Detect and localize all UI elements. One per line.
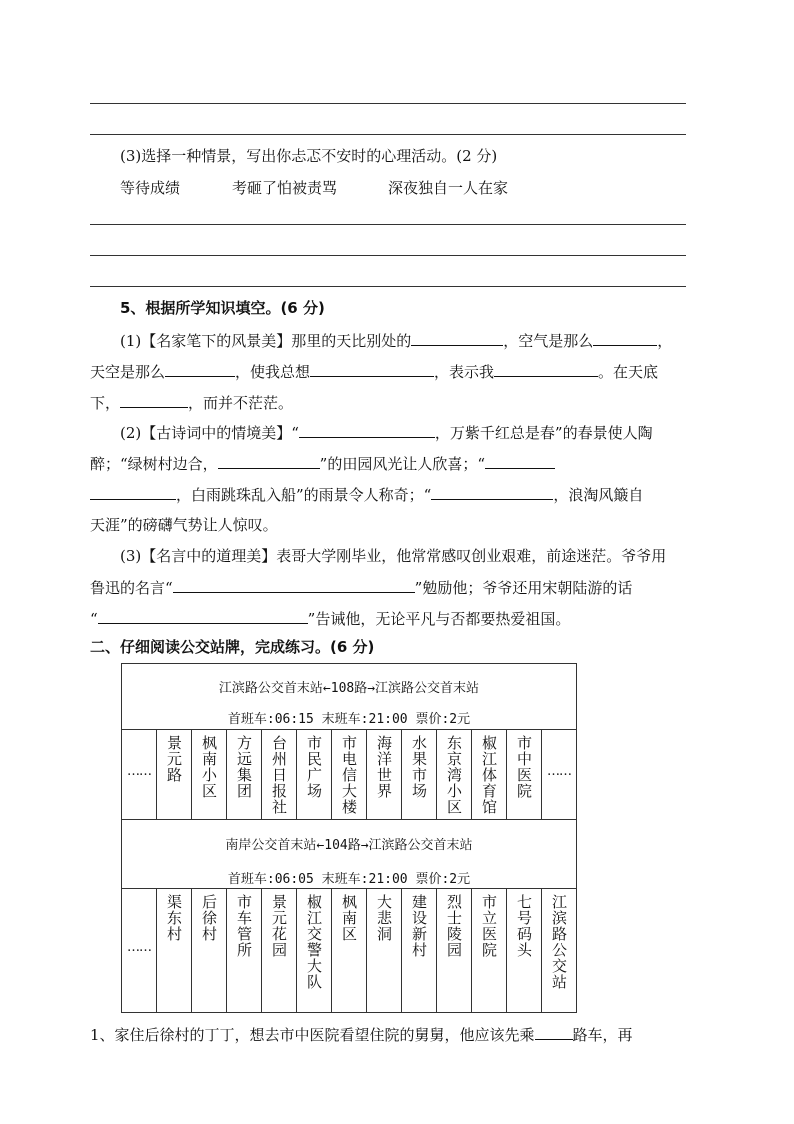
fill-blank[interactable] <box>431 484 553 500</box>
q5-p2-line2: 醉；“绿树村边合， ”的田园风光让人欣喜；“ <box>90 453 555 474</box>
bus-stop-cell <box>157 888 192 1012</box>
q5-p2-line1: (2)【古诗词中的情境美】“ ，万紫千红总是春”的春景使人陶 <box>120 424 653 442</box>
bus-stop-name: …… <box>127 763 151 779</box>
q5-p1-line3: 下， ，而并不茫茫。 <box>90 394 294 412</box>
bus-stop-cell <box>227 729 262 819</box>
q5-p1-line2: 天空是那么 ，使我总想 ，表示我 。在天底 <box>90 363 659 381</box>
bus-stop-name: …… <box>547 763 571 779</box>
bus-stop-name: 烈士陵园 <box>445 894 463 958</box>
bus-stop-cell <box>262 888 297 1012</box>
bus-stop-name: 江滨路公交站 <box>550 894 568 990</box>
fill-blank[interactable] <box>98 608 308 624</box>
bus-stop-cell <box>122 729 157 819</box>
route1-schedule: 首班车:06:15 末班车:21:00 票价:2元 <box>227 712 471 727</box>
bus-stop-cell <box>192 729 227 819</box>
bus-stop-cell <box>542 888 576 1012</box>
answer-line[interactable] <box>90 224 686 225</box>
answer-line[interactable] <box>90 103 686 104</box>
q3-option-1: 等待成绩 <box>120 179 181 197</box>
bus-stop-cell <box>367 729 402 819</box>
q1-text: 1、家住后徐村的丁丁，想去市中医院看望住院的舅舅，他应该先乘 路车，再 <box>90 1026 633 1044</box>
q5-p3-line3: “ ”告诫他，无论平凡与否都要热爱祖国。 <box>90 610 571 628</box>
route2-title: 南岸公交首末站←104路→江滨路公交首末站 <box>225 838 473 853</box>
bus-stop-name: 椒江体育馆 <box>480 735 498 815</box>
bus-stop-name: 大悲洞 <box>375 894 393 942</box>
route2-schedule: 首班车:06:05 末班车:21:00 票价:2元 <box>227 872 471 887</box>
bus-stop-cell <box>367 888 402 1012</box>
q5-title: 5、根据所学知识填空。(6 分) <box>120 299 325 317</box>
bus-stop-cell <box>297 888 332 1012</box>
bus-stop-cell <box>192 888 227 1012</box>
bus-stop-cell <box>472 888 507 1012</box>
fill-blank[interactable] <box>310 361 434 377</box>
bus-stop-cell <box>227 888 262 1012</box>
section2-title: 二、仔细阅读公交站牌，完成练习。(6 分) <box>90 638 375 656</box>
q3-option-2: 考砸了怕被责骂 <box>232 179 338 197</box>
fill-blank[interactable] <box>120 392 188 408</box>
fill-blank[interactable] <box>494 361 598 377</box>
answer-line[interactable] <box>90 286 686 287</box>
fill-blank[interactable] <box>173 577 415 593</box>
answer-line[interactable] <box>90 255 686 256</box>
bus-stop-name: 后徐村 <box>200 894 218 942</box>
q5-p2-line4: 天涯”的磅礴气势让人惊叹。 <box>90 516 278 534</box>
bus-stop-name: 方远集团 <box>235 735 253 799</box>
fill-blank[interactable] <box>593 330 657 346</box>
q3-prompt: (3)选择一种情景，写出你忐忑不安时的心理活动。(2 分) <box>120 147 498 165</box>
route2-stops <box>122 888 576 1012</box>
fill-blank[interactable] <box>411 330 503 346</box>
bus-stop-name: 枫南小区 <box>200 735 218 799</box>
bus-stop-cell <box>472 729 507 819</box>
bus-stop-cell <box>402 729 437 819</box>
bus-stop-sign <box>121 663 577 1013</box>
bus-stop-cell <box>332 729 367 819</box>
bus-stop-name: 建设新村 <box>410 894 428 958</box>
q3-option-3: 深夜独自一人在家 <box>388 179 509 197</box>
bus-stop-cell <box>507 888 542 1012</box>
bus-stop-cell <box>332 888 367 1012</box>
fill-blank[interactable] <box>218 453 320 469</box>
bus-stop-cell <box>297 729 332 819</box>
bus-stop-name: 椒江交警大队 <box>305 894 323 990</box>
bus-stop-name: 市中医院 <box>515 735 533 799</box>
bus-stop-cell <box>262 729 297 819</box>
bus-stop-cell <box>402 888 437 1012</box>
route1-stops <box>122 729 576 819</box>
q5-p3-line2: 鲁迅的名言“ ”勉励他；爷爷还用宋朝陆游的话 <box>90 579 633 597</box>
bus-stop-name: 市立医院 <box>480 894 498 958</box>
bus-stop-name: 水果市场 <box>410 735 428 799</box>
fill-blank[interactable] <box>299 422 435 438</box>
bus-stop-name: 景元花园 <box>270 894 288 958</box>
bus-stop-cell <box>542 729 576 819</box>
bus-stop-name: 台州日报社 <box>270 735 288 815</box>
fill-blank[interactable] <box>485 453 555 469</box>
bus-stop-name: 七号码头 <box>515 894 533 958</box>
divider <box>122 819 576 820</box>
fill-blank[interactable] <box>535 1024 573 1040</box>
bus-stop-name: 渠东村 <box>165 894 183 942</box>
bus-stop-name: 景元路 <box>165 735 183 783</box>
bus-stop-name: 市车管所 <box>235 894 253 958</box>
q5-p2-line3: ，白雨跳珠乱入船”的雨景令人称奇；“ ，浪淘风簸自 <box>90 484 643 505</box>
q5-p1-line1: (1)【名家笔下的风景美】那里的天比别处的 ，空气是那么 ， <box>120 332 673 350</box>
route1-title: 江滨路公交首末站←108路→江滨路公交首末站 <box>218 681 480 696</box>
bus-stop-name: 市电信大楼 <box>340 735 358 815</box>
bus-stop-name: 枫南区 <box>340 894 358 942</box>
fill-blank[interactable] <box>165 361 235 377</box>
answer-line[interactable] <box>90 134 686 135</box>
bus-stop-name: 市民广场 <box>305 735 323 799</box>
bus-stop-cell <box>122 888 157 1012</box>
q5-p3-line1: (3)【名言中的道理美】表哥大学刚毕业，他常常感叹创业艰难，前途迷茫。爷爷用 <box>120 547 667 565</box>
bus-stop-name: 海洋世界 <box>375 735 393 799</box>
bus-stop-cell <box>157 729 192 819</box>
bus-stop-cell <box>437 888 472 1012</box>
fill-blank[interactable] <box>90 484 176 500</box>
bus-stop-name: 东京湾小区 <box>445 735 463 815</box>
bus-stop-cell <box>437 729 472 819</box>
bus-stop-cell <box>507 729 542 819</box>
bus-stop-name: …… <box>127 939 151 955</box>
